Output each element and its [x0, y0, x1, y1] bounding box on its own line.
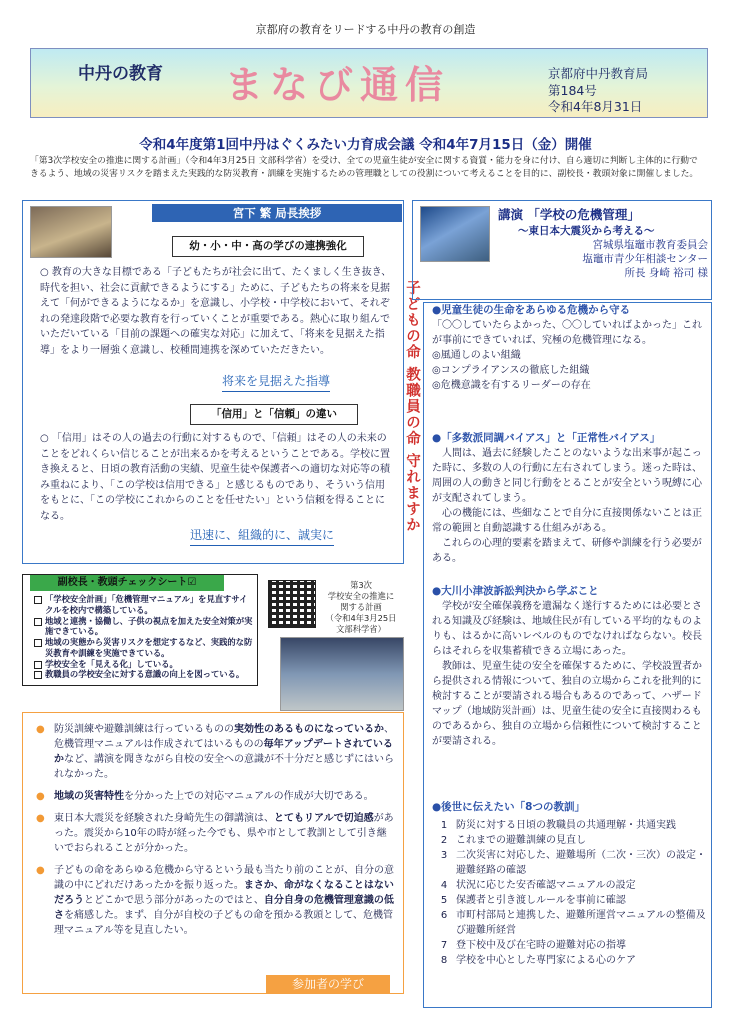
lesson-item — [432, 908, 710, 938]
lesson-text: 防災に対する日頃の教職員の共通理解・共通実践 — [456, 820, 676, 831]
lecture-subtitle: ～東日本大震災から考える～ — [518, 225, 655, 237]
learning-text: 東日本大震災を経験された身崎先生の御講演は、 — [54, 813, 274, 824]
checksheet-list — [34, 594, 254, 680]
learning-text: 、危機管理マニュアルは作成されてはいるものの — [54, 724, 394, 750]
checksheet-item: 教職員の学校安全に対する意識の向上を図っている。 — [34, 669, 254, 680]
lesson-number: 7 — [440, 940, 448, 951]
checksheet-item: 地域の実態から災害リスクを想定するなど、実践的な防災教育や訓練を実施できている。 — [34, 637, 254, 659]
learning-text: を分かった上での対応マニュアルの作成が大切である。 — [124, 791, 374, 802]
learning-bold: 地域の災害特性 — [54, 791, 124, 802]
masthead-title: まなび通信 — [225, 63, 451, 107]
speech-photo — [30, 206, 112, 258]
lesson-item — [432, 893, 710, 908]
notes-heading-4: ●後世に伝えたい「8つの教訓」 — [432, 801, 585, 813]
lesson-number: 6 — [440, 910, 448, 921]
lesson-item — [432, 833, 710, 848]
issuer-name: 京都府中丹教育局 — [548, 66, 649, 81]
vertical-slogan: 子どもの命 教職員の命 守れますか — [404, 280, 420, 534]
lessons-list — [432, 818, 710, 968]
learning-item — [32, 789, 394, 804]
affiliation-line: 塩竈市青少年相談センター — [582, 253, 708, 266]
notes-heading-1: ●児童生徒の生命をあらゆる危機から守る — [432, 304, 631, 316]
lecture-title: 講演 「学校の危機管理」 — [498, 207, 640, 222]
learnings-list — [32, 722, 394, 945]
lesson-text: 二次災害に対応した、避難場所（二次・三次）の設定・避難経路の確認 — [456, 850, 706, 876]
meeting-photo — [280, 637, 404, 711]
lesson-item — [432, 938, 710, 953]
speech-subheading-1: 幼・小・中・高の学びの連携強化 — [172, 236, 364, 257]
learning-item — [32, 811, 394, 856]
lecture-photo — [420, 206, 490, 262]
notes-heading-3: ●大川小津波訴訟判決から学ぶこと — [432, 585, 599, 597]
speech-title: 宮下 繁 局長挨拶 — [152, 204, 402, 222]
learning-bold: 実効性のあるものになっているか — [234, 724, 384, 735]
lesson-text: 状況に応じた安否確認マニュアルの設定 — [456, 880, 636, 891]
lesson-item — [432, 818, 710, 833]
learning-bold: 自分自身の危機管理意識の低さ — [54, 895, 394, 921]
affiliation-line: 宮城県塩竈市教育委員会 — [592, 239, 708, 251]
lesson-text: これまでの避難訓練の見直し — [456, 835, 586, 846]
learning-item — [32, 863, 394, 938]
speaker-name: 所長 身崎 裕司 様 — [624, 267, 708, 280]
lesson-number: 5 — [440, 895, 448, 906]
speech-emphasis-1: 将来を見据えた指導 — [222, 373, 330, 392]
lesson-number: 2 — [440, 835, 448, 846]
learning-text: とどこかで思う部分があったのではと、 — [84, 895, 264, 906]
lesson-number: 1 — [440, 820, 448, 831]
learning-text: など、講演を聞きながら自校の安全への意識が不十分だと感じずにはいられなかった。 — [54, 754, 394, 780]
learning-bold: まさか、命がなくなることはないだろう — [54, 880, 394, 906]
lesson-number: 3 — [440, 850, 448, 861]
learning-bold: 毎年アップデートされているか — [54, 739, 393, 765]
checksheet-title: 副校長・教頭チェックシート☑ — [30, 575, 224, 591]
qr-code — [268, 580, 316, 628]
speech-subheading-2: 「信用」と「信頼」の違い — [190, 404, 358, 425]
issue-number: 第184号 — [548, 82, 597, 98]
brand-title: 中丹の教育 — [78, 64, 163, 84]
lesson-text: 登下校中及び在宅時の避難対応の指導 — [456, 940, 626, 951]
learning-bold: とてもリアルで切迫感 — [274, 813, 374, 824]
lecture-affiliation — [500, 238, 708, 281]
issuer-block — [548, 66, 648, 116]
checksheet-item: 学校安全を「見える化」している。 — [34, 659, 254, 670]
lesson-text: 保護者と引き渡しルールを事前に確認 — [456, 895, 626, 906]
learning-text: 子どもの命をあらゆる危機から守るという最も当たり前のことが、自分の意識の中にどれだけあったかを振り返った。 — [54, 865, 394, 891]
checksheet-item: 「学校安全計画」「危機管理マニュアル」を見直すサイクルを校内で構築している。 — [34, 594, 254, 616]
lesson-number: 8 — [440, 955, 448, 966]
notes-text-1: 「〇〇していたらよかった、〇〇していればよかった」これが事前にできていれば、究極の危機管理になる。 ◎風通しのよい組織 ◎コンプライアンスの徹底した組織 ◎危機意識を有するリーダーの存在 — [432, 320, 702, 391]
tagline: 京都府の教育をリードする中丹の教育の創造 — [255, 23, 476, 36]
learning-item — [32, 722, 394, 782]
speech-paragraph-2: ○ 「信用」はその人の過去の行動に対するもので、「信頼」はその人の未来のことをどれくらい信じることが出来るかを考えるということである。学校に置き換えると、日頃の教育活動の実績、児童生徒や保護者への適切な対応等の積み重ねにより、「この学校は信用できる」と感じるものであり、そういう信用をもとに、「この学校にこれからのことを任せたい」という信頼を得ることになる。 — [40, 433, 390, 522]
issue-date: 令和4年8月31日 — [548, 99, 643, 114]
lesson-text: 市町村部局と連携した、避難所運営マニュアルの整備及び避難所経営 — [456, 910, 706, 936]
notes-text-3: 学校が安全確保義務を遺漏なく遂行するためには必要とされる知識及び経験は、地域住民が有している平均的なものよりも、はるかに高いレベルのものでなければならない。校長らはそれらを収集蓄積できる立場にあった。 教師は、児童生徒の安全を確保するために、学校設置者から提供される情報について、独自の立場からこれを批判的に検討することが要請される場合もあるのであって、ハザードマップ（地域防災計画）は、児童生徒の安全に直接関わるものであるから、独自の立場から信頼性について検討することが要請される。 — [432, 601, 702, 747]
speech-emphasis-2: 迅速に、組織的に、誠実に — [190, 527, 334, 546]
meeting-title: 令和4年度第1回中丹はぐくみたい力育成会議 令和4年7月15日（金）開催 — [139, 137, 592, 153]
notes-text-2: 人間は、過去に経験したことのないような出来事が起こった時に、多数の人の行動に左右されてしまう。迷った時は、周囲の人の動きと同じ行動をとることが安全という呪縛に心が支配されてしまう。 心の機能には、些細なことで自分に直接関係ないことは正常の範囲と自動認識する仕組みがある。 これらの心理的要素を踏まえて、研修や訓練を行う必要がある。 — [432, 448, 702, 564]
learning-text: を痛感した。まず、自分が自校の子どもの命を預かる教頭として、危機管理マニュアル等を見直したい。 — [54, 910, 393, 936]
learning-text: 防災訓練や避難訓練は行っているものの — [54, 724, 234, 735]
notes-heading-2: ●「多数派同調バイアス」と「正常性バイアス」 — [432, 432, 661, 444]
checksheet-item: 地域と連携・協働し、子供の視点を加えた安全対策が実施できている。 — [34, 616, 254, 638]
speech-paragraph-1: ○ 教育の大きな目標である「子どもたちが社会に出て、たくましく生き抜き、時代を担い、社会に貢献できるようにする」ために、子どもたちの将来を見据えて「何ができるようになるか」を意識し、小学校・中学校において、それぞれの発達段階で必要な教育を行っていくことが重要である。熱心に取り組んでいただいている「目前の課題への確実な対応」に加えて、「将来を見据えた指導」をより一層強く意識し、校種間連携を深めていただきたい。 — [40, 267, 392, 356]
learning-text: があった。震災から10年の時が経った今でも、県や市として教訓として引き継いでおられることが分かった。 — [54, 813, 394, 854]
intro-text: 「第3次学校安全の推進に関する計画」（令和4年3月25日 文部科学省）を受け、全ての児童生徒が安全に関する資質・能力を身に付け、自ら適切に判断し主体的に行動できるよう、地域の災害リスクを踏まえた実践的な防災教育・訓練を実施するための管理職としての役割について考えることを目的に、副校長・教頭対象に開催しました。 — [30, 156, 699, 179]
lesson-item — [432, 953, 710, 968]
lesson-number: 4 — [440, 880, 448, 891]
qr-caption: 第3次 学校安全の推進に 関する計画 （令和4年3月25日 文部科学省） — [325, 580, 397, 634]
lesson-item — [432, 848, 710, 878]
lesson-item — [432, 878, 710, 893]
learnings-tag: 参加者の学び — [266, 975, 390, 994]
lesson-text: 学校を中心とした専門家による心のケア — [456, 955, 636, 966]
